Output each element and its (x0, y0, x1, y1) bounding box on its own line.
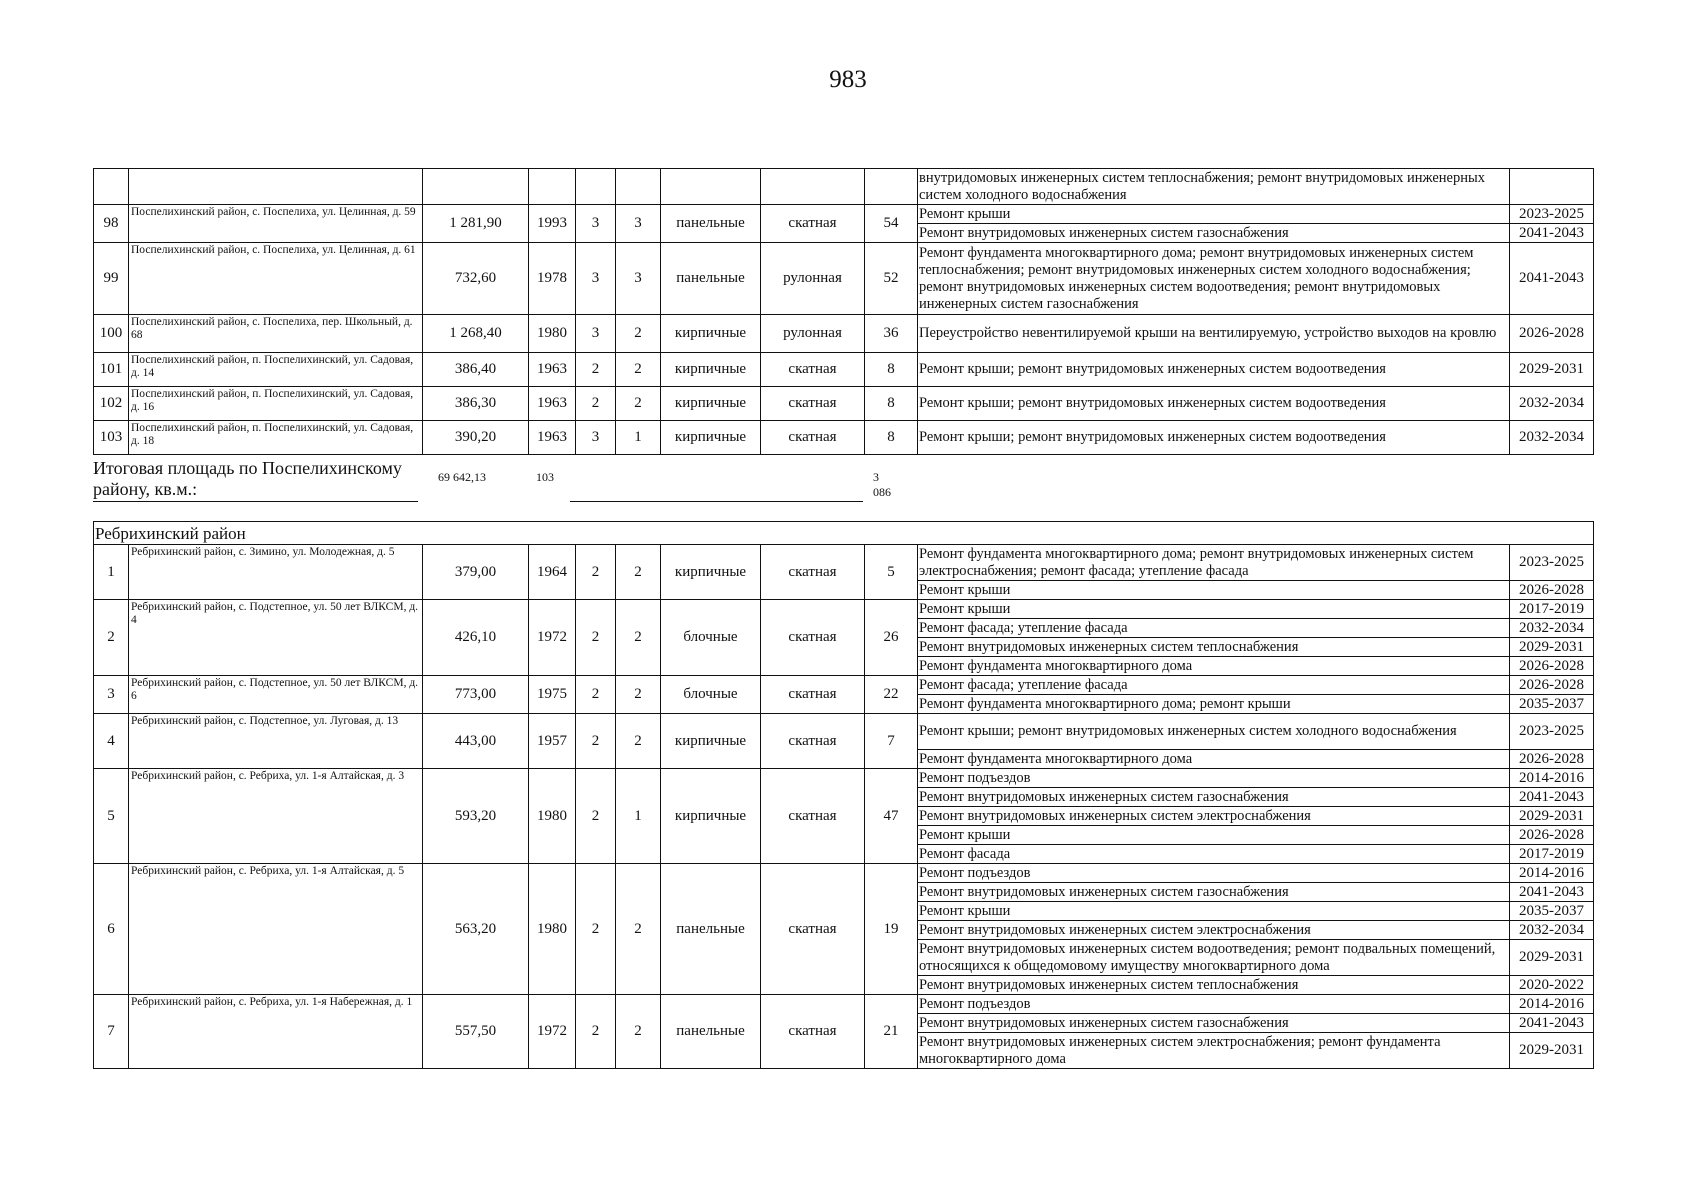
area-cell: 426,10 (423, 600, 529, 676)
walls-material-cell: кирпичные (661, 421, 761, 455)
area-cell: 443,00 (423, 714, 529, 769)
roof-type-cell: скатная (761, 600, 865, 676)
walls-material-cell: панельные (661, 864, 761, 995)
empty-cell (423, 169, 529, 205)
walls-material-cell: панельные (661, 995, 761, 1069)
empty-cell (576, 169, 616, 205)
table-row (94, 421, 1594, 455)
table-row (94, 995, 1594, 1014)
empty-cell (129, 169, 423, 205)
table-row (94, 676, 1594, 695)
year-cell: 1957 (529, 714, 576, 769)
walls-material-cell: блочные (661, 600, 761, 676)
work-period-cell: 2026-2028 (1510, 826, 1594, 845)
apartments-cell: 8 (865, 387, 918, 421)
page-number: 983 (829, 66, 867, 93)
walls-material-cell: панельные (661, 205, 761, 243)
apartments-cell: 36 (865, 315, 918, 353)
row-number: 1 (94, 545, 129, 600)
walls-material-cell: кирпичные (661, 353, 761, 387)
row-number: 103 (94, 421, 129, 455)
walls-material-cell: блочные (661, 676, 761, 714)
year-cell: 1975 (529, 676, 576, 714)
work-description-cell: Ремонт крыши; ремонт внутридомовых инженерных систем водоотведения (918, 353, 1510, 387)
area-cell: 732,60 (423, 243, 529, 315)
apartments-cell: 5 (865, 545, 918, 600)
work-description-cell: Ремонт фундамента многоквартирного дома; ремонт внутридомовых инженерных систем электроснабжения; ремонт фасада; утепление фасада (918, 545, 1510, 581)
work-period-cell: 2014-2016 (1510, 995, 1594, 1014)
area-cell: 773,00 (423, 676, 529, 714)
entrances-cell: 2 (616, 995, 661, 1069)
year-cell: 1980 (529, 864, 576, 995)
table-row (94, 714, 1594, 750)
year-cell: 1964 (529, 545, 576, 600)
entrances-cell: 2 (616, 600, 661, 676)
work-description-cell: Ремонт фундамента многоквартирного дома (918, 750, 1510, 769)
work-description-cell: Ремонт крыши (918, 902, 1510, 921)
address-cell: Ребрихинский район, с. Подстепное, ул. 50 лет ВЛКСМ, д. 4 (129, 600, 423, 676)
floors-cell: 3 (576, 205, 616, 243)
table-row (94, 545, 1594, 581)
area-cell: 386,40 (423, 353, 529, 387)
row-number: 7 (94, 995, 129, 1069)
apartments-cell: 19 (865, 864, 918, 995)
work-description-cell: Ремонт фасада; утепление фасада (918, 676, 1510, 695)
walls-material-cell: кирпичные (661, 315, 761, 353)
work-period-cell: 2014-2016 (1510, 864, 1594, 883)
work-period-cell: 2035-2037 (1510, 695, 1594, 714)
work-description-cell: Переустройство невентилируемой крыши на вентилируемую, устройство выходов на кровлю (918, 315, 1510, 353)
work-period-cell: 2029-2031 (1510, 638, 1594, 657)
empty-cell (94, 169, 129, 205)
floors-cell: 2 (576, 387, 616, 421)
entrances-cell: 1 (616, 421, 661, 455)
housing-table-rebrikha (93, 521, 1594, 1069)
work-period-cell: 2023-2025 (1510, 545, 1594, 581)
entrances-cell: 3 (616, 205, 661, 243)
area-cell: 379,00 (423, 545, 529, 600)
roof-type-cell: скатная (761, 421, 865, 455)
empty-cell (616, 169, 661, 205)
entrances-cell: 2 (616, 353, 661, 387)
table-row (94, 864, 1594, 883)
row-number: 102 (94, 387, 129, 421)
apartments-cell: 8 (865, 353, 918, 387)
roof-type-cell: рулонная (761, 315, 865, 353)
walls-material-cell: кирпичные (661, 387, 761, 421)
work-description-cell: Ремонт внутридомовых инженерных систем газоснабжения (918, 788, 1510, 807)
walls-material-cell: кирпичные (661, 769, 761, 864)
work-period-cell: 2029-2031 (1510, 940, 1594, 976)
entrances-cell: 2 (616, 545, 661, 600)
walls-material-cell: кирпичные (661, 545, 761, 600)
work-period-cell: 2041-2043 (1510, 788, 1594, 807)
area-cell: 593,20 (423, 769, 529, 864)
area-cell: 390,20 (423, 421, 529, 455)
work-description-cell: Ремонт внутридомовых инженерных систем газоснабжения (918, 1014, 1510, 1033)
totals-label: Итоговая площадь по Поспелихинскому району, кв.м.: (93, 458, 402, 499)
work-period-cell: 2023-2025 (1510, 714, 1594, 750)
roof-type-cell: скатная (761, 769, 865, 864)
work-period-cell: 2026-2028 (1510, 315, 1594, 353)
table-row (94, 243, 1594, 315)
entrances-cell: 2 (616, 315, 661, 353)
address-cell: Поспелихинский район, с. Поспелиха, ул. Целинная, д. 61 (129, 243, 423, 315)
work-period-cell: 2023-2025 (1510, 205, 1594, 224)
work-description-cell: Ремонт фундамента многоквартирного дома (918, 657, 1510, 676)
area-cell: 386,30 (423, 387, 529, 421)
address-cell: Ребрихинский район, с. Зимино, ул. Молодежная, д. 5 (129, 545, 423, 600)
table-row (94, 600, 1594, 619)
roof-type-cell: скатная (761, 995, 865, 1069)
apartments-cell: 8 (865, 421, 918, 455)
address-cell: Поспелихинский район, с. Поспелиха, ул. Целинная, д. 59 (129, 205, 423, 243)
work-description-cell: Ремонт фасада; утепление фасада (918, 619, 1510, 638)
work-period-cell: 2029-2031 (1510, 353, 1594, 387)
apartments-cell: 22 (865, 676, 918, 714)
row-number: 101 (94, 353, 129, 387)
entrances-cell: 2 (616, 714, 661, 769)
work-description-cell: Ремонт внутридомовых инженерных систем газоснабжения (918, 224, 1510, 243)
floors-cell: 2 (576, 676, 616, 714)
apartments-cell: 26 (865, 600, 918, 676)
roof-type-cell: рулонная (761, 243, 865, 315)
address-cell: Поспелихинский район, с. Поспелиха, пер. Школьный, д. 68 (129, 315, 423, 353)
floors-cell: 2 (576, 995, 616, 1069)
row-number: 98 (94, 205, 129, 243)
year-cell: 1978 (529, 243, 576, 315)
table-row (94, 769, 1594, 788)
work-period-cell: 2041-2043 (1510, 224, 1594, 243)
totals-count: 103 (536, 470, 554, 484)
work-description-cell: Ремонт подъездов (918, 769, 1510, 788)
walls-material-cell: кирпичные (661, 714, 761, 769)
totals-apartments: 3 086 (873, 470, 891, 499)
work-description-cell: Ремонт фундамента многоквартирного дома; ремонт внутридомовых инженерных систем теплоснабжения; ремонт внутридомовых инженерных систем холодного водоснабжения; ремонт внутридомовых инженерных систем водоотведения; ремонт внутридомовых инженерных систем газоснабжения (918, 243, 1510, 315)
year-cell: 1972 (529, 600, 576, 676)
work-description-cell: Ремонт внутридомовых инженерных систем водоотведения; ремонт подвальных помещений, относящихся к общедомовому имуществу многоквартирного дома (918, 940, 1510, 976)
work-period-cell: 2029-2031 (1510, 1033, 1594, 1069)
apartments-cell: 7 (865, 714, 918, 769)
work-period-cell: 2035-2037 (1510, 902, 1594, 921)
area-cell: 1 281,90 (423, 205, 529, 243)
entrances-cell: 2 (616, 864, 661, 995)
row-number: 5 (94, 769, 129, 864)
apartments-cell: 47 (865, 769, 918, 864)
table-row (94, 353, 1594, 387)
work-description-cell: Ремонт внутридомовых инженерных систем электроснабжения (918, 807, 1510, 826)
empty-cell (661, 169, 761, 205)
work-period-cell: 2032-2034 (1510, 387, 1594, 421)
year-cell: 1972 (529, 995, 576, 1069)
work-description-cell: внутридомовых инженерных систем теплоснабжения; ремонт внутридомовых инженерных систем холодного водоснабжения (918, 169, 1510, 205)
year-cell: 1993 (529, 205, 576, 243)
work-period-cell (1510, 169, 1594, 205)
address-cell: Ребрихинский район, с. Ребриха, ул. 1-я Алтайская, д. 5 (129, 864, 423, 995)
roof-type-cell: скатная (761, 545, 865, 600)
work-description-cell: Ремонт крыши (918, 600, 1510, 619)
work-description-cell: Ремонт внутридомовых инженерных систем теплоснабжения (918, 638, 1510, 657)
work-period-cell: 2014-2016 (1510, 769, 1594, 788)
floors-cell: 3 (576, 243, 616, 315)
work-period-cell: 2041-2043 (1510, 243, 1594, 315)
work-description-cell: Ремонт внутридомовых инженерных систем электроснабжения; ремонт фундамента многоквартирного дома (918, 1033, 1510, 1069)
entrances-cell: 1 (616, 769, 661, 864)
work-period-cell: 2026-2028 (1510, 581, 1594, 600)
row-number: 6 (94, 864, 129, 995)
work-description-cell: Ремонт крыши (918, 826, 1510, 845)
work-period-cell: 2032-2034 (1510, 421, 1594, 455)
row-number: 4 (94, 714, 129, 769)
entrances-cell: 3 (616, 243, 661, 315)
floors-cell: 2 (576, 353, 616, 387)
floors-cell: 2 (576, 769, 616, 864)
year-cell: 1980 (529, 315, 576, 353)
roof-type-cell: скатная (761, 714, 865, 769)
empty-cell (761, 169, 865, 205)
work-description-cell: Ремонт фундамента многоквартирного дома; ремонт крыши (918, 695, 1510, 714)
row-number: 100 (94, 315, 129, 353)
work-period-cell: 2032-2034 (1510, 921, 1594, 940)
year-cell: 1963 (529, 421, 576, 455)
work-description-cell: Ремонт крыши; ремонт внутридомовых инженерных систем холодного водоснабжения (918, 714, 1510, 750)
district-totals (93, 458, 891, 502)
work-period-cell: 2041-2043 (1510, 1014, 1594, 1033)
floors-cell: 2 (576, 600, 616, 676)
roof-type-cell: скатная (761, 676, 865, 714)
work-description-cell: Ремонт крыши (918, 205, 1510, 224)
roof-type-cell: скатная (761, 864, 865, 995)
work-description-cell: Ремонт крыши; ремонт внутридомовых инженерных систем водоотведения (918, 421, 1510, 455)
floors-cell: 2 (576, 864, 616, 995)
year-cell: 1963 (529, 387, 576, 421)
work-period-cell: 2020-2022 (1510, 976, 1594, 995)
address-cell: Поспелихинский район, п. Поспелихинский, ул. Садовая, д. 14 (129, 353, 423, 387)
work-period-cell: 2017-2019 (1510, 600, 1594, 619)
work-description-cell: Ремонт внутридомовых инженерных систем теплоснабжения (918, 976, 1510, 995)
row-number: 2 (94, 600, 129, 676)
work-description-cell: Ремонт внутридомовых инженерных систем электроснабжения (918, 921, 1510, 940)
apartments-cell: 52 (865, 243, 918, 315)
floors-cell: 2 (576, 714, 616, 769)
address-cell: Ребрихинский район, с. Ребриха, ул. 1-я Набережная, д. 1 (129, 995, 423, 1069)
work-period-cell: 2026-2028 (1510, 676, 1594, 695)
address-cell: Ребрихинский район, с. Подстепное, ул. 50 лет ВЛКСМ, д. 6 (129, 676, 423, 714)
table-row-continued (94, 169, 1594, 205)
roof-type-cell: скатная (761, 387, 865, 421)
table-row (94, 315, 1594, 353)
work-description-cell: Ремонт фасада (918, 845, 1510, 864)
work-description-cell: Ремонт внутридомовых инженерных систем газоснабжения (918, 883, 1510, 902)
walls-material-cell: панельные (661, 243, 761, 315)
floors-cell: 3 (576, 315, 616, 353)
address-cell: Поспелихинский район, п. Поспелихинский, ул. Садовая, д. 18 (129, 421, 423, 455)
address-cell: Поспелихинский район, п. Поспелихинский, ул. Садовая, д. 16 (129, 387, 423, 421)
floors-cell: 2 (576, 545, 616, 600)
apartments-cell: 21 (865, 995, 918, 1069)
work-period-cell: 2032-2034 (1510, 619, 1594, 638)
apartments-cell: 54 (865, 205, 918, 243)
district-header: Ребрихинский район (94, 522, 1594, 545)
totals-underline (93, 501, 418, 502)
row-number: 3 (94, 676, 129, 714)
empty-cell (865, 169, 918, 205)
work-description-cell: Ремонт подъездов (918, 995, 1510, 1014)
work-period-cell: 2017-2019 (1510, 845, 1594, 864)
empty-cell (529, 169, 576, 205)
entrances-cell: 2 (616, 387, 661, 421)
district-header-row (94, 522, 1594, 545)
work-description-cell: Ремонт подъездов (918, 864, 1510, 883)
roof-type-cell: скатная (761, 205, 865, 243)
work-period-cell: 2026-2028 (1510, 657, 1594, 676)
work-description-cell: Ремонт крыши (918, 581, 1510, 600)
table-row (94, 387, 1594, 421)
work-period-cell: 2041-2043 (1510, 883, 1594, 902)
housing-table-pospelikha (93, 168, 1594, 455)
table-row (94, 205, 1594, 224)
area-cell: 557,50 (423, 995, 529, 1069)
work-period-cell: 2029-2031 (1510, 807, 1594, 826)
floors-cell: 3 (576, 421, 616, 455)
year-cell: 1980 (529, 769, 576, 864)
area-cell: 1 268,40 (423, 315, 529, 353)
work-description-cell: Ремонт крыши; ремонт внутридомовых инженерных систем водоотведения (918, 387, 1510, 421)
roof-type-cell: скатная (761, 353, 865, 387)
row-number: 99 (94, 243, 129, 315)
area-cell: 563,20 (423, 864, 529, 995)
totals-underline (570, 501, 863, 502)
entrances-cell: 2 (616, 676, 661, 714)
address-cell: Ребрихинский район, с. Подстепное, ул. Луговая, д. 13 (129, 714, 423, 769)
totals-area: 69 642,13 (438, 470, 486, 484)
year-cell: 1963 (529, 353, 576, 387)
address-cell: Ребрихинский район, с. Ребриха, ул. 1-я Алтайская, д. 3 (129, 769, 423, 864)
work-period-cell: 2026-2028 (1510, 750, 1594, 769)
